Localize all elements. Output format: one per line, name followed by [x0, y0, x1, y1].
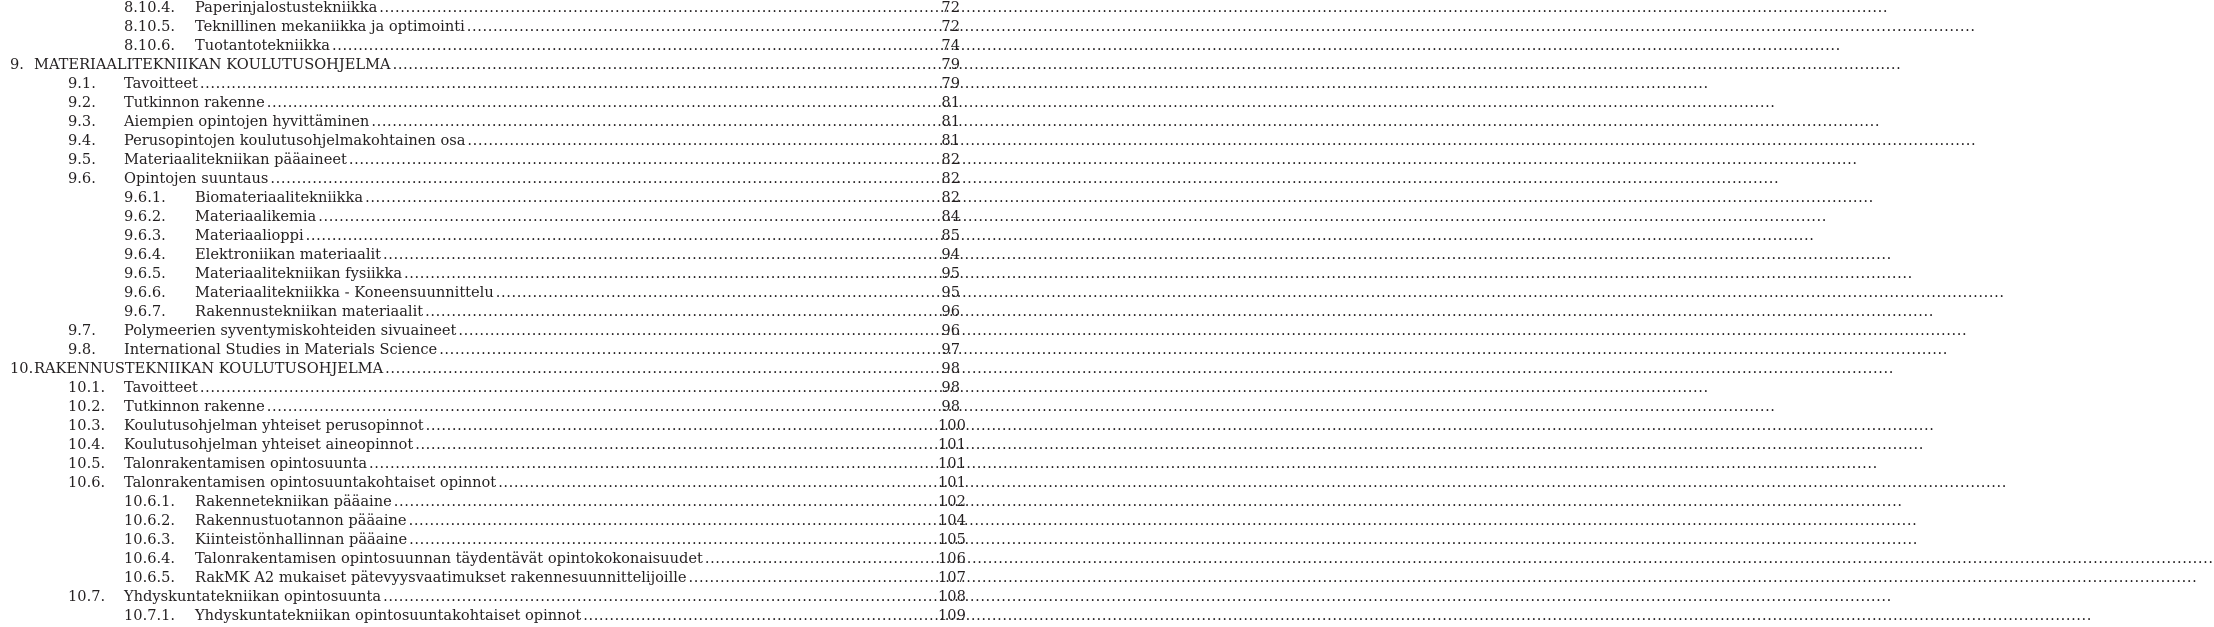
dot-leader	[383, 587, 1892, 606]
dot-leader	[705, 549, 2214, 568]
toc-entry-number: 10.7.1.	[124, 607, 176, 624]
toc-entry-number: 10.1.	[68, 379, 106, 396]
toc-entry-number: 10.6.1.	[124, 493, 176, 510]
dot-leader	[404, 264, 1913, 283]
toc-entry[interactable]	[0, 74, 960, 93]
toc-entry-page-number: 82	[941, 151, 960, 168]
toc-entry-number: 9.6.7.	[124, 303, 166, 320]
dot-leader	[689, 568, 2198, 587]
toc-entry-title: Teknillinen mekaniikka ja optimointi	[195, 18, 465, 35]
toc-entry-page-number: 104	[938, 512, 966, 529]
toc-entry[interactable]	[0, 169, 960, 188]
toc-entry-page-number: 79	[941, 75, 960, 92]
dot-leader	[365, 188, 1874, 207]
toc-entry-title: Materiaalikemia	[195, 208, 317, 225]
toc-entry-number: 9.7.	[68, 322, 96, 339]
toc-entry-number: 9.6.1.	[124, 189, 166, 206]
toc-entry-number: 10.7.	[68, 588, 106, 605]
dot-leader	[458, 321, 1967, 340]
dot-leader	[415, 435, 1924, 454]
toc-entry[interactable]	[0, 530, 966, 549]
toc-entry-page-number: 84	[941, 208, 960, 225]
toc-entry-title: Tavoitteet	[124, 379, 198, 396]
toc-entry[interactable]	[0, 435, 966, 454]
toc-entry[interactable]	[0, 302, 960, 321]
toc-entry-number: 9.2.	[68, 94, 96, 111]
toc-entry[interactable]	[0, 207, 960, 226]
toc-entry[interactable]	[0, 93, 960, 112]
toc-entry-page-number: 81	[941, 132, 960, 149]
toc-entry[interactable]	[0, 492, 966, 511]
dot-leader	[426, 416, 1935, 435]
toc-entry[interactable]	[0, 397, 960, 416]
toc-entry[interactable]	[0, 283, 960, 302]
dot-leader	[439, 340, 1948, 359]
toc-entry[interactable]	[0, 131, 960, 150]
toc-entry-title: Materiaalitekniikka - Koneensuunnittelu	[195, 284, 494, 301]
toc-entry-page-number: 96	[941, 322, 960, 339]
toc-entry[interactable]	[0, 17, 960, 36]
toc-entry-number: 9.6.4.	[124, 246, 166, 263]
toc-entry-title: Polymeerien syventymiskohteiden sivuaineet	[124, 322, 457, 339]
toc-entry-title: Talonrakentamisen opintosuuntakohtaiset opinnot	[124, 474, 497, 491]
toc-entry-number: 10.6.2.	[124, 512, 176, 529]
toc-entry-title: Talonrakentamisen opintosuunta	[124, 455, 368, 472]
toc-entry-title: Perusopintojen koulutusohjelmakohtainen osa	[124, 132, 466, 149]
toc-entry-number: 9.3.	[68, 113, 96, 130]
dot-leader	[409, 530, 1918, 549]
toc-entry-title: Yhdyskuntatekniikan opintosuunta	[124, 588, 382, 605]
dot-leader	[498, 473, 2007, 492]
dot-leader	[306, 226, 1815, 245]
toc-entry-title: Materiaalitekniikan fysiikka	[195, 265, 403, 282]
toc-entry-number: 9.6.5.	[124, 265, 166, 282]
toc-entry[interactable]	[0, 150, 960, 169]
toc-entry-number: 10.6.3.	[124, 531, 176, 548]
toc-entry-number: 9.6.2.	[124, 208, 166, 225]
dot-leader	[369, 454, 1878, 473]
toc-entry-page-number: 95	[941, 284, 960, 301]
dot-leader	[267, 93, 1776, 112]
toc-entry[interactable]	[0, 549, 966, 568]
toc-entry-title: Tuotantotekniikka	[195, 37, 330, 54]
toc-entry-number: 9.4.	[68, 132, 96, 149]
toc-entry[interactable]	[0, 55, 960, 74]
toc-entry-page-number: 79	[941, 56, 960, 73]
toc-entry-number: 10.6.	[68, 474, 106, 491]
toc-entry[interactable]	[0, 36, 960, 55]
toc-entry[interactable]	[0, 112, 960, 131]
toc-entry-number: 9.5.	[68, 151, 96, 168]
toc-entry-title: Elektroniikan materiaalit	[195, 246, 382, 263]
toc-entry-page-number: 102	[938, 493, 966, 510]
toc-entry[interactable]	[0, 568, 966, 587]
toc-entry-number: 8.10.6.	[124, 37, 176, 54]
toc-entry-title: RakMK A2 mukaiset pätevyysvaatimukset rakennesuunnittelijoille	[195, 569, 687, 586]
toc-entry-page-number: 81	[941, 94, 960, 111]
toc-entry-title: International Studies in Materials Science	[124, 341, 438, 358]
dot-leader	[496, 283, 2005, 302]
toc-entry-number: 10.2.	[68, 398, 106, 415]
dot-leader	[467, 17, 1976, 36]
toc-entry[interactable]	[0, 188, 960, 207]
toc-entry-page-number: 85	[941, 227, 960, 244]
toc-entry-page-number: 98	[941, 360, 960, 377]
toc-entry[interactable]	[0, 321, 960, 340]
toc-entry-title: Yhdyskuntatekniikan opintosuuntakohtaiset opinnot	[195, 607, 582, 624]
toc-entry[interactable]	[0, 378, 960, 397]
toc-entry-title: Tavoitteet	[124, 75, 198, 92]
toc-entry-title: Opintojen suuntaus	[124, 170, 269, 187]
toc-entry-page-number: 108	[938, 588, 966, 605]
toc-entry[interactable]	[0, 245, 960, 264]
dot-leader	[425, 302, 1934, 321]
toc-entry-page-number: 106	[938, 550, 966, 567]
toc-entry-title: RAKENNUSTEKNIIKAN KOULUTUSOHJELMA	[34, 360, 384, 377]
toc-entry-title: Rakennustekniikan materiaalit	[195, 303, 424, 320]
toc-entry-page-number: 98	[941, 379, 960, 396]
dot-leader	[270, 169, 1779, 188]
toc-entry-title: Kiinteistönhallinnan pääaine	[195, 531, 408, 548]
dot-leader	[318, 207, 1827, 226]
toc-entry[interactable]	[0, 226, 960, 245]
toc-entry-page-number: 82	[941, 170, 960, 187]
toc-entry-page-number: 98	[941, 398, 960, 415]
toc-entry-title: Materiaalioppi	[195, 227, 304, 244]
toc-entry-page-number: 101	[938, 474, 966, 491]
toc-entry-number: 10.3.	[68, 417, 106, 434]
dot-leader	[267, 397, 1776, 416]
toc-entry-page-number: 97	[941, 341, 960, 358]
toc-entry-title: Koulutusohjelman yhteiset perusopinnot	[124, 417, 424, 434]
toc-entry-page-number: 105	[938, 531, 966, 548]
toc-entry-title: Tutkinnon rakenne	[124, 94, 265, 111]
toc-entry[interactable]	[0, 473, 966, 492]
toc-entry-title: Tutkinnon rakenne	[124, 398, 265, 415]
dot-leader	[393, 55, 1902, 74]
toc-entry-page-number: 100	[938, 417, 966, 434]
toc-entry[interactable]	[0, 587, 966, 606]
toc-entry-page-number: 74	[941, 37, 960, 54]
toc-entry-number: 9.	[10, 56, 24, 73]
dot-leader	[385, 359, 1894, 378]
toc-entry[interactable]	[0, 454, 966, 473]
dot-leader	[467, 131, 1976, 150]
toc-entry-number: 10.6.5.	[124, 569, 176, 586]
toc-entry-number: 8.10.5.	[124, 18, 176, 35]
dot-leader	[379, 0, 1888, 17]
toc-entry-title: MATERIAALITEKNIIKAN KOULUTUSOHJELMA	[34, 56, 391, 73]
toc-entry-page-number: 101	[938, 436, 966, 453]
toc-entry[interactable]	[0, 264, 960, 283]
toc-entry-page-number: 107	[938, 569, 966, 586]
toc-entry-number: 10.4.	[68, 436, 106, 453]
dot-leader	[332, 36, 1841, 55]
toc-entry-title: Rakennustuotannon pääaine	[195, 512, 407, 529]
toc-entry-number: 9.6.6.	[124, 284, 166, 301]
toc-entry[interactable]	[0, 606, 966, 625]
dot-leader	[409, 511, 1918, 530]
toc-entry-number: 9.8.	[68, 341, 96, 358]
toc-entry-title: Koulutusohjelman yhteiset aineopinnot	[124, 436, 414, 453]
toc-entry-number: 10.6.4.	[124, 550, 176, 567]
toc-entry-title: Talonrakentamisen opintosuunnan täydentävät opintokokonaisuudet	[195, 550, 703, 567]
toc-entry-title: Aiempien opintojen hyvittäminen	[124, 113, 370, 130]
toc-entry-title: Materiaalitekniikan pääaineet	[124, 151, 347, 168]
toc-entry[interactable]	[0, 416, 966, 435]
toc-entry-page-number: 101	[938, 455, 966, 472]
dot-leader	[349, 150, 1858, 169]
toc-entry-page-number: 72	[941, 0, 960, 16]
toc-entry-number: 10.	[10, 360, 34, 377]
toc-entry[interactable]	[0, 359, 960, 378]
toc-entry[interactable]	[0, 0, 960, 17]
toc-entry-page-number: 109	[938, 607, 966, 624]
toc-entry-page-number: 94	[941, 246, 960, 263]
toc-entry-number: 9.6.3.	[124, 227, 166, 244]
dot-leader	[371, 112, 1880, 131]
toc-entry[interactable]	[0, 511, 966, 530]
toc-entry-number: 10.5.	[68, 455, 106, 472]
dot-leader	[394, 492, 1903, 511]
toc-entry-page-number: 82	[941, 189, 960, 206]
toc-entry-page-number: 81	[941, 113, 960, 130]
toc-entry-page-number: 95	[941, 265, 960, 282]
toc-entry-number: 9.6.	[68, 170, 96, 187]
toc-entry[interactable]	[0, 340, 960, 359]
toc-entry-title: Biomateriaalitekniikka	[195, 189, 364, 206]
dot-leader	[383, 245, 1892, 264]
toc-entry-title: Paperinjalostustekniikka	[195, 0, 378, 16]
toc-entry-page-number: 72	[941, 18, 960, 35]
toc-entry-page-number: 96	[941, 303, 960, 320]
toc-entry-number: 8.10.4.	[124, 0, 176, 16]
toc-entry-number: 9.1.	[68, 75, 96, 92]
dot-leader	[583, 606, 2092, 625]
toc-entry-title: Rakennetekniikan pääaine	[195, 493, 392, 510]
